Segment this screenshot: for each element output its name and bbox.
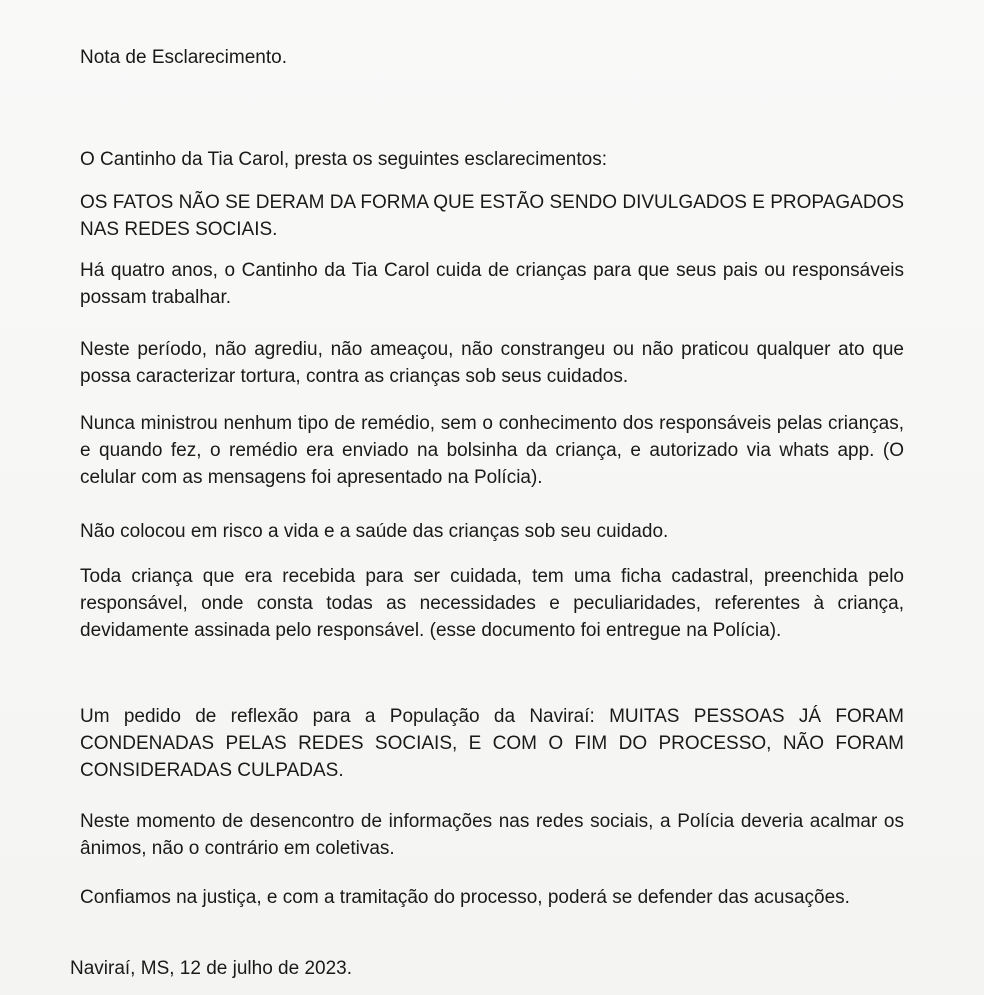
paragraph-registration: Toda criança que era recebida para ser cuidada, tem uma ficha cadastral, preenchida pelo responsável, onde consta todas as necessidades e peculiaridades, referentes à criança, devidamente assinada pelo responsável. (esse documento foi entregue na Polícia).	[80, 566, 904, 641]
paragraph-no-aggression: Neste período, não agrediu, não ameaçou, não constrangeu ou não praticou qualquer ato que possa caracterizar tortura, contra as crianças sob seus cuidados.	[80, 339, 904, 387]
document-title: Nota de Esclarecimento.	[80, 47, 287, 68]
dateline: Naviraí, MS, 12 de julho de 2023.	[70, 958, 353, 979]
paragraph-no-risk: Não colocou em risco a vida e a saúde das crianças sob seu cuidado.	[80, 521, 669, 542]
paragraph-history: Há quatro anos, o Cantinho da Tia Carol cuida de crianças para que seus pais ou responsáveis possam trabalhar.	[80, 260, 904, 308]
paragraph-medicine: Nunca ministrou nenhum tipo de remédio, sem o conhecimento dos responsáveis pelas crianças, e quando fez, o remédio era enviado na bolsinha da criança, e autorizado via whats app. (O celular com as mensagens foi apresentado na Polícia).	[80, 413, 904, 488]
paragraph-reflection: Um pedido de reflexão para a População da Naviraí: MUITAS PESSOAS JÁ FORAM CONDENADAS PELAS REDES SOCIAIS, E COM O FIM DO PROCESSO, NÃO FORAM CONSIDERADAS CULPADAS.	[80, 706, 904, 781]
paragraph-police: Neste momento de desencontro de informações nas redes sociais, a Polícia deveria acalmar os ânimos, não o contrário em coletivas.	[80, 811, 904, 859]
intro-line: O Cantinho da Tia Carol, presta os seguintes esclarecimentos:	[80, 149, 607, 170]
paragraph-facts: OS FATOS NÃO SE DERAM DA FORMA QUE ESTÃO SENDO DIVULGADOS E PROPAGADOS NAS REDES SOCIAIS.	[80, 192, 904, 240]
paragraph-justice: Confiamos na justiça, e com a tramitação do processo, poderá se defender das acusações.	[80, 887, 850, 908]
